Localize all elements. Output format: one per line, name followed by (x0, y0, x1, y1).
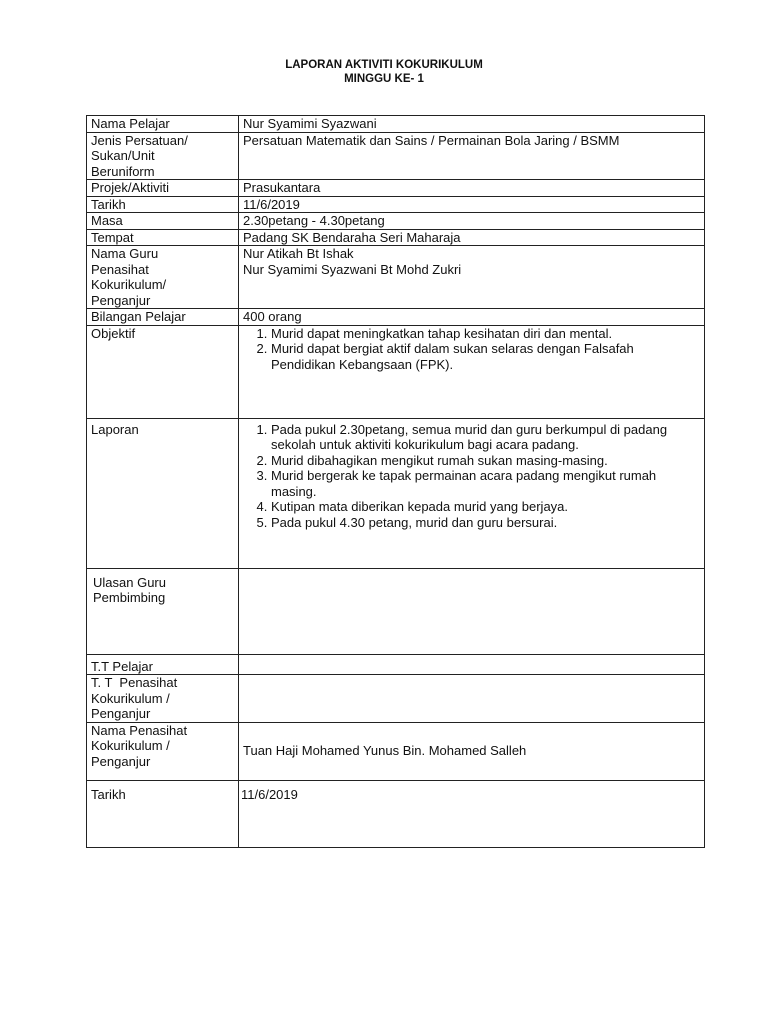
label-line: Kokurikulum / (91, 738, 170, 753)
label-projek: Projek/Aktiviti (87, 180, 239, 197)
label-nama-pelajar: Nama Pelajar (87, 116, 239, 133)
label-line: Nama Guru (91, 246, 159, 261)
row-tarikh-akhir (87, 780, 705, 847)
report-form-table (86, 115, 705, 848)
row-laporan (87, 418, 705, 568)
label-line: Pembimbing (93, 590, 166, 605)
value-objektif (239, 325, 705, 418)
value-tempat: Padang SK Bendaraha Seri Maharaja (239, 229, 705, 246)
list-item: 2. Murid dibahagikan mengikut rumah sukan masing-masing. (271, 453, 700, 469)
row-nama-pelajar (87, 116, 705, 133)
label-tt-penasihat (87, 675, 239, 723)
row-tt-penasihat (87, 675, 705, 723)
value-nama-guru (239, 246, 705, 309)
row-tarikh (87, 196, 705, 213)
value-tt-penasihat[interactable] (239, 675, 705, 723)
value-nama-pelajar: Nur Syamimi Syazwani (239, 116, 705, 133)
label-line: Penganjur (91, 753, 151, 769)
label-line: Jenis Persatuan/ (91, 132, 188, 148)
value-nama-penasihat: Tuan Haji Mohamed Yunus Bin. Mohamed Salleh (239, 722, 705, 780)
row-projek (87, 180, 705, 197)
label-line: T. T Penasihat (91, 675, 178, 690)
value-jenis-persatuan: Persatuan Matematik dan Sains / Permainan Bola Jaring / BSMM (239, 132, 705, 180)
list-item: 1. Murid dapat meningkatkan tahap kesihatan diri dan mental. (271, 326, 700, 342)
objektif-list (245, 326, 700, 373)
list-item: 1. Pada pukul 2.30petang, semua murid dan guru berkumpul di padang sekolah untuk aktiviti kokurikulum bagi acara padang. (271, 422, 700, 453)
value-laporan (239, 418, 705, 568)
label-line: Sukan/Unit (91, 148, 155, 163)
label-tarikh-akhir: Tarikh (87, 780, 239, 847)
value-projek: Prasukantara (239, 180, 705, 197)
guru-name: Nur Atikah Bt Ishak (243, 246, 354, 261)
laporan-list (245, 422, 700, 531)
label-laporan: Laporan (87, 418, 239, 568)
list-item: 4. Kutipan mata diberikan kepada murid yang berjaya. (271, 499, 700, 515)
label-line: Penganjur (91, 706, 151, 721)
label-nama-guru (87, 246, 239, 309)
value-bilangan: 400 orang (239, 309, 705, 326)
label-tempat: Tempat (87, 229, 239, 246)
document-title: LAPORAN AKTIVITI KOKURIKULUM (285, 59, 483, 71)
list-item: 3. Murid bergerak ke tapak permainan acara padang mengikut rumah masing. (271, 468, 700, 499)
value-masa: 2.30petang - 4.30petang (239, 213, 705, 230)
label-tarikh: Tarikh (87, 196, 239, 213)
document-subtitle: MINGGU KE- 1 (344, 73, 424, 85)
row-nama-penasihat (87, 722, 705, 780)
row-ulasan (87, 568, 705, 654)
guru-name: Nur Syamimi Syazwani Bt Mohd Zukri (243, 261, 462, 277)
label-nama-penasihat (87, 722, 239, 780)
row-tempat (87, 229, 705, 246)
label-ulasan (87, 568, 239, 654)
list-item: 2. Murid dapat bergiat aktif dalam sukan selaras dengan Falsafah Pendidikan Kebangsaan (FPK). (271, 341, 700, 372)
row-jenis-persatuan (87, 132, 705, 180)
row-objektif (87, 325, 705, 418)
value-tarikh-akhir: 11/6/2019 (239, 780, 705, 847)
value-tarikh: 11/6/2019 (239, 196, 705, 213)
label-line: Kokurikulum/ (91, 277, 167, 292)
document-header (0, 58, 768, 86)
value-ulasan[interactable] (239, 568, 705, 654)
list-item: 5. Pada pukul 4.30 petang, murid dan guru bersurai. (271, 515, 700, 531)
label-line: Penasihat (91, 261, 149, 277)
value-tt-pelajar[interactable] (239, 654, 705, 675)
row-nama-guru (87, 246, 705, 309)
label-line: Nama Penasihat (91, 722, 188, 738)
label-line: Penganjur (91, 292, 151, 308)
row-tt-pelajar (87, 654, 705, 675)
label-line: Ulasan Guru (93, 574, 166, 590)
label-jenis-persatuan (87, 132, 239, 180)
row-masa (87, 213, 705, 230)
label-bilangan: Bilangan Pelajar (87, 309, 239, 326)
label-masa: Masa (87, 213, 239, 230)
label-tt-pelajar: T.T Pelajar (87, 654, 239, 675)
row-bilangan (87, 309, 705, 326)
label-line: Beruniform (91, 163, 155, 179)
label-objektif: Objektif (87, 325, 239, 418)
label-line: Kokurikulum / (91, 690, 170, 706)
